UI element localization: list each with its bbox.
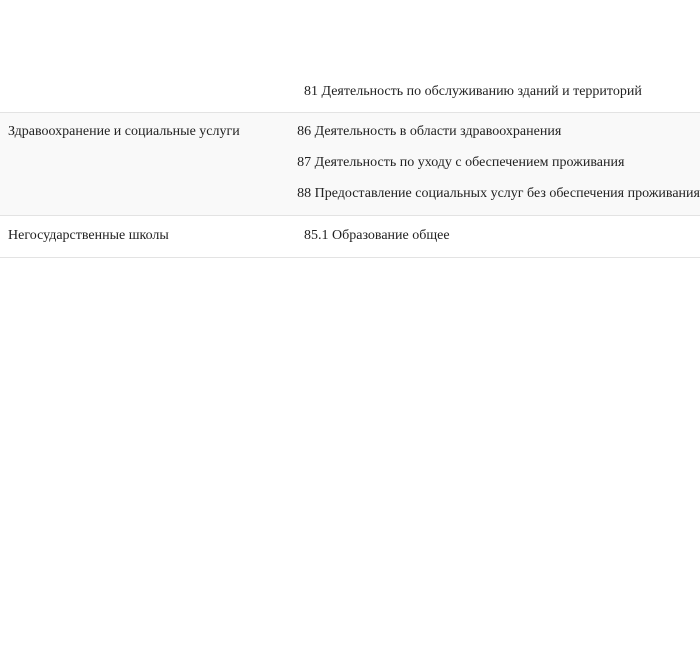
activity-codes-cell [289,113,700,215]
table-row [0,113,700,216]
activity-codes-cell [296,216,700,257]
table-row [0,216,700,258]
category-label: Здравоохранение и социальные услуги [8,124,240,139]
activity-code-item: 86 Деятельность в области здравоохранения [297,124,562,139]
activity-code-item: 88 Предоставление социальных услуг без обеспечения проживания [297,186,700,201]
activity-code-item: 85.1 Образование общее [304,228,450,243]
category-cell [0,216,296,257]
category-cell [0,113,289,215]
activity-codes-cell [296,73,700,112]
category-label [8,73,296,104]
category-cell [0,73,296,112]
activity-table [0,73,700,258]
category-label: Негосударственные школы [8,228,169,243]
table-row [0,73,700,113]
activity-code-item: 81 Деятельность по обслуживанию зданий и территорий [304,84,642,99]
activity-code-item: 87 Деятельность по уходу с обеспечением проживания [297,155,625,170]
